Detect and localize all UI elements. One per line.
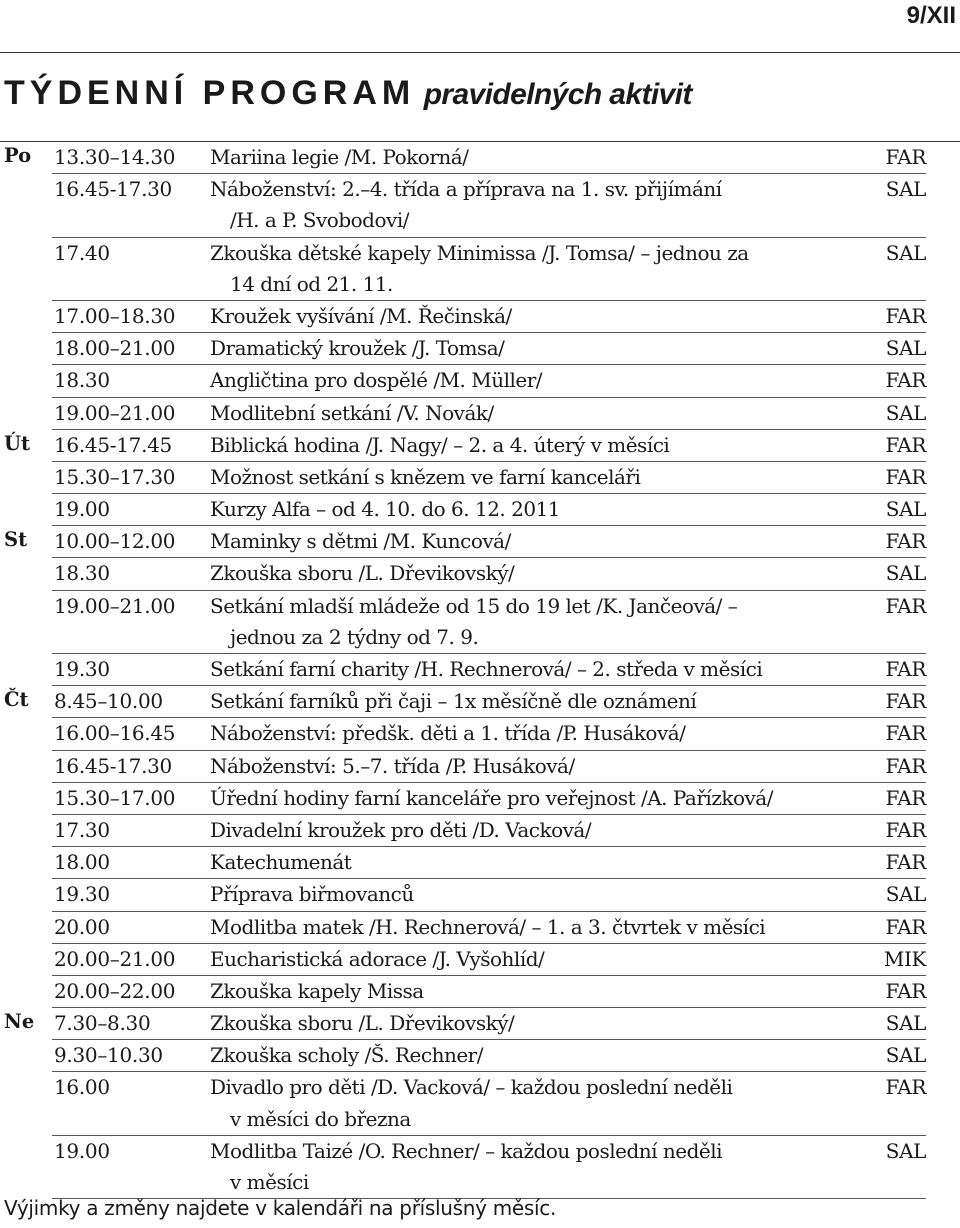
schedule-entry xyxy=(52,365,926,397)
entry-time: 18.30 xyxy=(54,368,110,393)
day-group xyxy=(0,686,960,1008)
entry-place: FAR xyxy=(885,657,926,681)
entry-time: 18.00 xyxy=(54,850,110,875)
entry-activity: Divadelní kroužek pro děti /D. Vacková/ xyxy=(210,817,592,842)
entry-place: FAR xyxy=(885,914,926,939)
entry-place: FAR xyxy=(885,593,926,618)
entry-activity: Setkání mladší mládeže od 15 do 19 let /K. Jančeová/ – xyxy=(210,593,738,618)
page-title xyxy=(4,74,692,113)
entry-time: 20.00–22.00 xyxy=(54,978,176,1003)
entry-place: FAR xyxy=(885,850,926,875)
entry-activity: Příprava biřmovanců xyxy=(210,882,414,907)
entry-place: SAL xyxy=(885,1011,926,1036)
title-main: TÝDENNÍ PROGRAM xyxy=(4,74,416,112)
entry-place: FAR xyxy=(885,721,926,746)
entry-activity: Setkání farníků při čaji – 1x měsíčně dle oznámení xyxy=(210,689,697,714)
entry-place: FAR xyxy=(885,145,926,169)
weekly-schedule xyxy=(0,142,960,1199)
schedule-entry xyxy=(52,912,926,944)
entry-time: 19.00–21.00 xyxy=(54,593,176,618)
schedule-entry xyxy=(52,174,926,237)
schedule-entry xyxy=(52,847,926,879)
schedule-entry xyxy=(52,494,926,526)
entry-place: FAR xyxy=(885,368,926,393)
entry-activity: Modlitba Taizé /O. Rechner/ – každou poslední neděli xyxy=(210,1138,723,1163)
entry-time: 16.00–16.45 xyxy=(54,721,176,746)
schedule-entry xyxy=(52,751,926,783)
entry-time: 19.30 xyxy=(54,882,110,907)
entry-place: FAR xyxy=(885,689,926,714)
schedule-entry xyxy=(52,238,926,301)
schedule-entry xyxy=(52,783,926,815)
entry-activity: Kroužek vyšívání /M. Řečinská/ xyxy=(210,303,512,328)
schedule-entry xyxy=(52,462,926,494)
schedule-entry xyxy=(52,430,926,462)
entry-time: 19.00 xyxy=(54,1138,110,1163)
entry-activity: Dramatický kroužek /J. Tomsa/ xyxy=(210,336,505,361)
entry-place: SAL xyxy=(885,882,926,907)
entry-activity: Angličtina pro dospělé /M. Müller/ xyxy=(210,368,543,393)
day-label: Čt xyxy=(4,688,29,712)
schedule-entry xyxy=(52,1136,926,1199)
schedule-entry xyxy=(52,815,926,847)
entry-activity: Zkouška sboru /L. Dřevikovský/ xyxy=(210,561,515,586)
schedule-entry xyxy=(52,654,926,686)
entry-place: SAL xyxy=(885,1138,926,1163)
entry-time: 19.30 xyxy=(54,657,110,681)
schedule-entry xyxy=(52,718,926,750)
schedule-entry xyxy=(52,142,926,174)
day-label: Po xyxy=(4,144,32,167)
entry-place: SAL xyxy=(885,240,926,265)
entry-time: 17.30 xyxy=(54,817,110,842)
entry-activity-continued: jednou za 2 týdny od 7. 9. xyxy=(230,624,479,649)
entry-time: 17.40 xyxy=(54,240,110,265)
schedule-entry xyxy=(52,879,926,911)
entry-time: 18.30 xyxy=(54,561,110,586)
entry-activity: Náboženství: 5.–7. třída /P. Husáková/ xyxy=(210,753,575,778)
entry-time: 18.00–21.00 xyxy=(54,336,176,361)
entry-place: FAR xyxy=(885,978,926,1003)
entry-activity: Biblická hodina /J. Nagy/ – 2. a 4. úterý v měsíci xyxy=(210,432,670,457)
schedule-entry xyxy=(52,301,926,333)
entry-time: 10.00–12.00 xyxy=(54,529,176,554)
entry-activity: Eucharistická adorace /J. Vyšohlíd/ xyxy=(210,946,545,971)
day-group xyxy=(0,1008,960,1199)
entry-activity: Setkání farní charity /H. Rechnerová/ – 2. středa v měsíci xyxy=(210,657,763,681)
schedule-entry xyxy=(52,976,926,1008)
day-group xyxy=(0,142,960,430)
entry-place: MIK xyxy=(883,946,926,971)
entry-time: 16.45-17.30 xyxy=(54,753,172,778)
schedule-entry xyxy=(52,526,926,558)
page-number: 9/XII xyxy=(906,2,956,29)
entry-activity: Kurzy Alfa – od 4. 10. do 6. 12. 2011 xyxy=(210,497,561,522)
entry-time: 9.30–10.30 xyxy=(54,1043,163,1068)
entry-place: SAL xyxy=(885,400,926,425)
entry-place: FAR xyxy=(885,303,926,328)
entry-time: 15.30–17.30 xyxy=(54,464,176,489)
entry-activity-continued: v měsíci do března xyxy=(230,1106,411,1131)
entry-time: 16.45-17.30 xyxy=(54,177,172,202)
entry-time: 15.30–17.00 xyxy=(54,785,176,810)
entry-place: SAL xyxy=(885,177,926,202)
day-label: Út xyxy=(4,431,31,455)
schedule-entry xyxy=(52,1072,926,1135)
entry-activity: Maminky s dětmi /M. Kuncová/ xyxy=(210,529,511,554)
day-label: St xyxy=(4,528,28,552)
schedule-entry xyxy=(52,1040,926,1072)
entry-activity: Náboženství: 2.–4. třída a příprava na 1. sv. přijímání xyxy=(210,177,722,202)
entry-activity: Katechumenát xyxy=(210,850,352,875)
schedule-entry xyxy=(52,686,926,718)
entry-time: 7.30–8.30 xyxy=(54,1011,151,1036)
entry-activity: Modlitba matek /H. Rechnerová/ – 1. a 3. čtvrtek v měsíci xyxy=(210,914,766,939)
entry-place: FAR xyxy=(885,785,926,810)
title-subtitle: pravidelných aktivit xyxy=(423,78,692,111)
entry-activity: Zkouška dětské kapely Minimissa /J. Tomsa/ – jednou za xyxy=(210,240,749,265)
entry-activity: Divadlo pro děti /D. Vacková/ – každou poslední neděli xyxy=(210,1075,733,1100)
entry-time: 16.45-17.45 xyxy=(54,432,172,457)
entry-activity: Zkouška scholy /Š. Rechner/ xyxy=(210,1043,483,1068)
schedule-entry xyxy=(52,944,926,976)
entry-time: 16.00 xyxy=(54,1075,110,1100)
entry-activity-continued: 14 dní od 21. 11. xyxy=(230,271,393,296)
entry-activity: Možnost setkání s knězem ve farní kanceláři xyxy=(210,464,641,489)
entry-activity: Zkouška kapely Missa xyxy=(210,978,424,1003)
entry-time: 13.30–14.30 xyxy=(54,145,176,169)
entry-place: SAL xyxy=(885,1043,926,1068)
schedule-entry xyxy=(52,333,926,365)
entry-place: SAL xyxy=(885,497,926,522)
entry-activity: Náboženství: předšk. děti a 1. třída /P. Husáková/ xyxy=(210,721,686,746)
entry-place: SAL xyxy=(885,561,926,586)
footer-note: Výjimky a změny najdete v kalendáři na příslušný měsíc. xyxy=(4,1196,557,1220)
entry-place: FAR xyxy=(885,464,926,489)
entry-activity-continued: /H. a P. Svobodovi/ xyxy=(230,208,409,233)
entry-time: 17.00–18.30 xyxy=(54,303,176,328)
entry-time: 19.00 xyxy=(54,497,110,522)
entry-activity: Modlitební setkání /V. Novák/ xyxy=(210,400,494,425)
day-group xyxy=(0,526,960,686)
entry-place: FAR xyxy=(885,432,926,457)
schedule-entry xyxy=(52,398,926,430)
entry-time: 20.00 xyxy=(54,914,110,939)
entry-activity: Mariina legie /M. Pokorná/ xyxy=(210,145,469,169)
day-label: Ne xyxy=(4,1010,35,1034)
entry-time: 19.00–21.00 xyxy=(54,400,176,425)
entry-time: 8.45–10.00 xyxy=(54,689,163,714)
entry-time: 20.00–21.00 xyxy=(54,946,176,971)
entry-place: FAR xyxy=(885,529,926,554)
entry-place: FAR xyxy=(885,1075,926,1100)
schedule-entry xyxy=(52,591,926,654)
entry-activity-continued: v měsíci xyxy=(230,1170,309,1194)
schedule-entry xyxy=(52,1008,926,1040)
entry-place: FAR xyxy=(885,817,926,842)
entry-activity: Zkouška sboru /L. Dřevikovský/ xyxy=(210,1011,515,1036)
title-top-rule xyxy=(0,52,960,53)
entry-place: SAL xyxy=(885,336,926,361)
day-group xyxy=(0,430,960,527)
entry-place: FAR xyxy=(885,753,926,778)
schedule-entry xyxy=(52,558,926,590)
entry-activity: Úřední hodiny farní kanceláře pro veřejnost /A. Pařízková/ xyxy=(210,785,773,810)
